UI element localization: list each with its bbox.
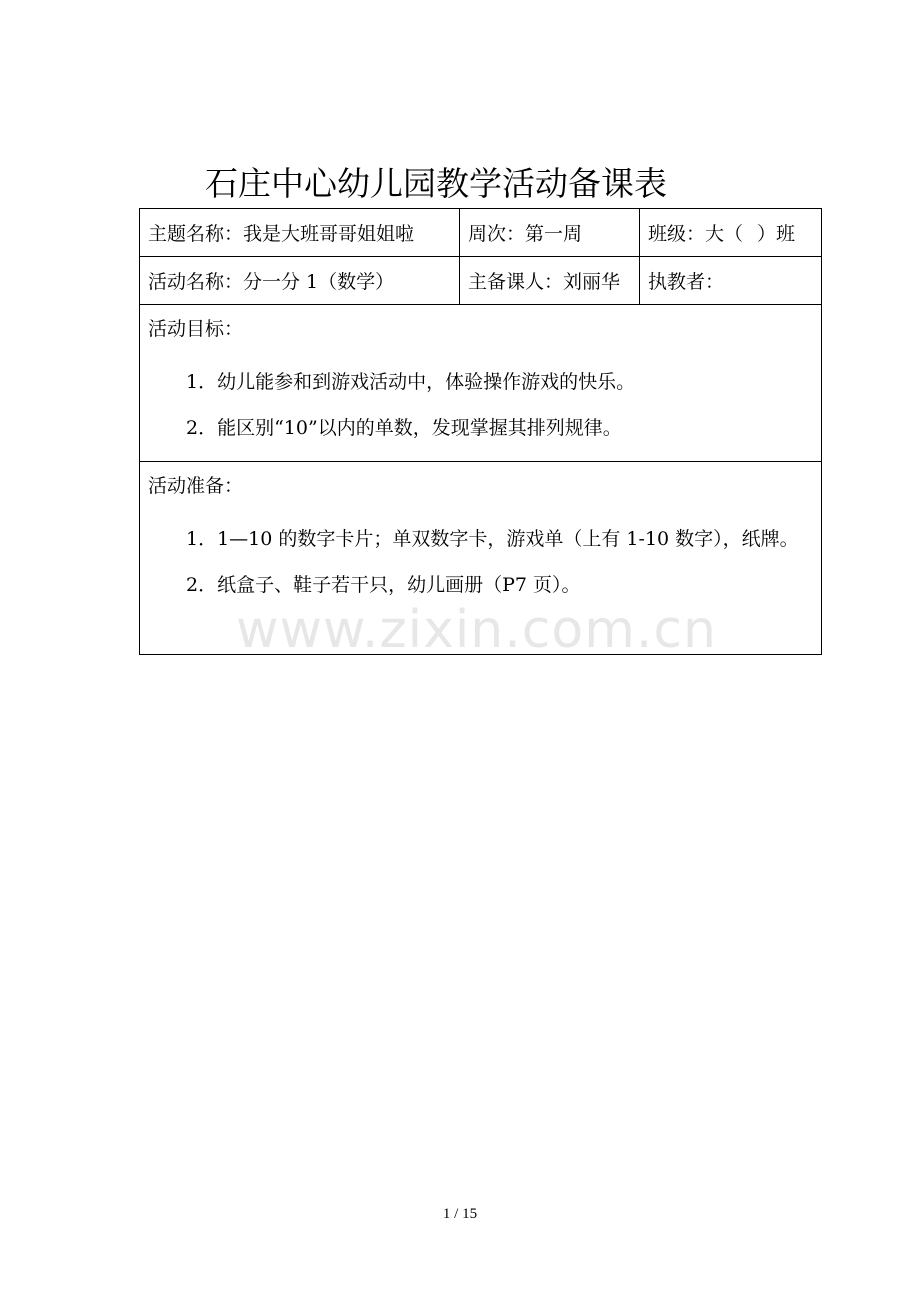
instructor-cell: 执教者： bbox=[640, 257, 822, 305]
table-row bbox=[140, 462, 822, 655]
preparation-cell bbox=[140, 462, 822, 655]
watermark: www.zixin.com.cn bbox=[236, 600, 717, 660]
class-cell bbox=[640, 209, 822, 257]
class-prefix: 班级：大（ bbox=[648, 223, 744, 245]
preparation-item: 1．1—10 的数字卡片；单双数字卡，游戏单（上有 1-10 数字），纸牌。 bbox=[186, 528, 799, 550]
preparation-item: 2．纸盒子、鞋子若干只，幼儿画册（P7 页）。 bbox=[186, 574, 581, 596]
lead-teacher-cell: 主备课人：刘丽华 bbox=[460, 257, 640, 305]
table-row bbox=[140, 209, 822, 257]
preparation-heading: 活动准备： bbox=[148, 475, 244, 497]
goal-item: 2．能区别“10”以内的单数，发现掌握其排列规律。 bbox=[186, 417, 622, 439]
lesson-plan-table bbox=[139, 208, 822, 655]
table-row bbox=[140, 305, 822, 462]
table-row bbox=[140, 257, 822, 305]
activity-name-cell: 活动名称：分一分 1（数学） bbox=[140, 257, 460, 305]
page-title: 石庄中心幼儿园教学活动备课表 bbox=[205, 164, 667, 203]
class-suffix: ）班 bbox=[757, 223, 796, 245]
theme-cell: 主题名称：我是大班哥哥姐姐啦 bbox=[140, 209, 460, 257]
goals-heading: 活动目标： bbox=[148, 318, 244, 340]
week-cell: 周次：第一周 bbox=[460, 209, 640, 257]
goal-item: 1．幼儿能参和到游戏活动中，体验操作游戏的快乐。 bbox=[186, 371, 636, 393]
goals-cell bbox=[140, 305, 822, 462]
page-number: 1 / 15 bbox=[442, 1206, 478, 1222]
